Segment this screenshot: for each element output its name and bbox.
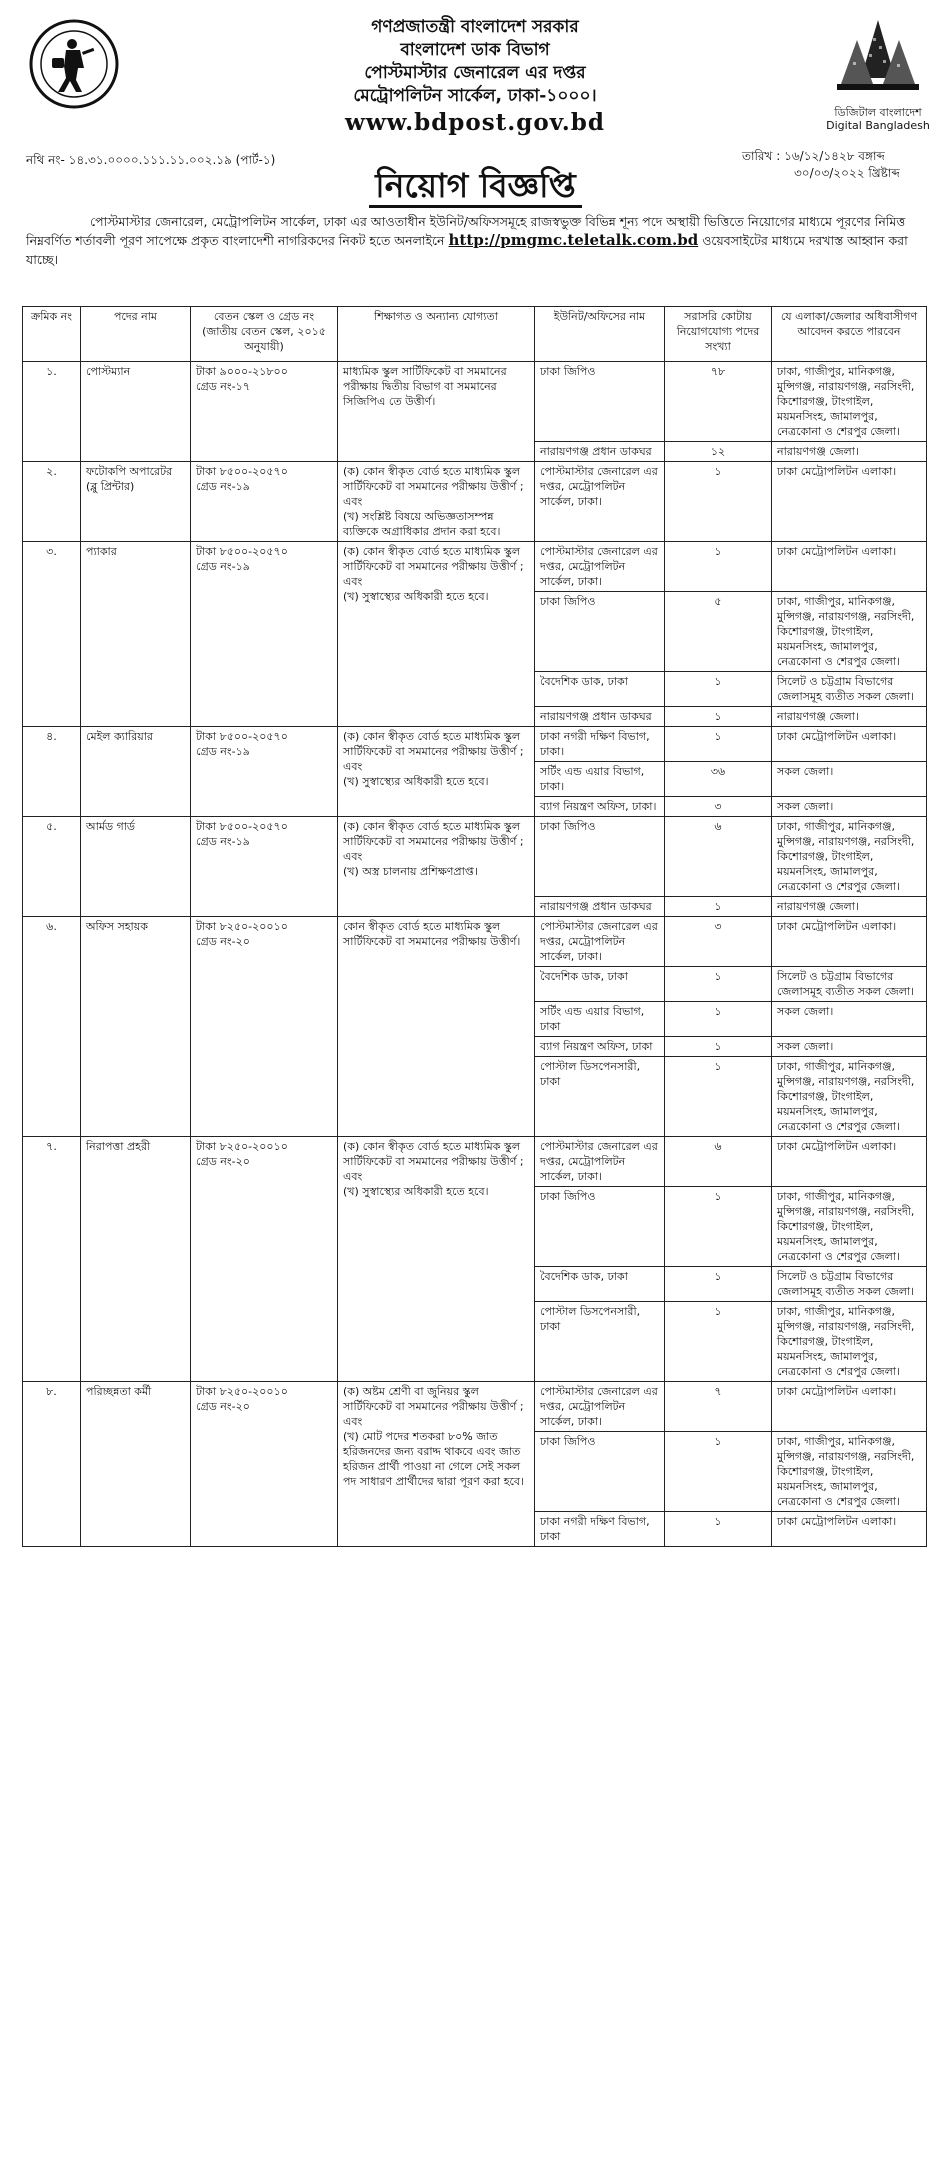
header-serial: ক্রমিক নং — [23, 307, 81, 362]
eligible-area-cell: সকল জেলা। — [772, 762, 927, 797]
notice-title: নিয়োগ বিজ্ঞপ্তি — [369, 166, 581, 208]
post-count-cell: ১ — [665, 1432, 772, 1512]
serial-cell: ৪. — [23, 727, 81, 817]
post-count-cell: ১২ — [665, 442, 772, 462]
post-name-cell: পরিচ্ছন্নতা কর্মী — [81, 1382, 191, 1547]
bangladesh-post-logo — [28, 18, 120, 110]
intro-text: পোস্টমাস্টার জেনারেল, মেট্রোপলিটন সার্কেল, ঢাকা এর আওতাধীন ইউনিট/অফিসসমূহে রাজস্বভুক্ত বিভিন্ন শূন্য পদে অস্থায়ী ভিত্তিতে নিয়োগের মাধ্যমে পূরণের নিমিত্ত নিম্নবর্ণিত শর্তাবলী পূরণ সাপেক্ষে প্রকৃত বাংলাদেশী নাগরিকদের নিকট হতে অনলাইনে — [26, 214, 906, 248]
eligible-area-cell: ঢাকা মেট্রোপলিটন এলাকা। — [772, 1382, 927, 1432]
post-count-cell: ৭৮ — [665, 362, 772, 442]
eligible-area-cell: সিলেট ও চট্টগ্রাম বিভাগের জেলাসমূহ ব্যতীত সকল জেলা। — [772, 1267, 927, 1302]
website-text: www.bdpost.gov.bd — [345, 109, 605, 136]
unit-cell: ব্যাগ নিয়ন্ত্রণ অফিস, ঢাকা। — [535, 797, 665, 817]
eligible-area-cell: ঢাকা, গাজীপুর, মানিকগঞ্জ, মুন্সিগঞ্জ, নারায়ণগঞ্জ, নরসিংদী, কিশোরগঞ্জ, টাংগাইল, ময়মনসিংহ, জামালপুর, নেত্রকোনা ও শেরপুর জেলা। — [772, 1302, 927, 1382]
digital-bangladesh-caption-bn: ডিজিটাল বাংলাদেশ — [834, 106, 922, 119]
unit-cell: পোস্টাল ডিসপেনসারী, ঢাকা — [535, 1057, 665, 1137]
post-count-cell: ১ — [665, 707, 772, 727]
office-header — [230, 16, 720, 138]
post-count-cell: ৬ — [665, 817, 772, 897]
post-count-cell: ১ — [665, 967, 772, 1002]
unit-cell: পোস্টমাস্টার জেনারেল এর দপ্তর, মেট্রোপলিটন সার্কেল, ঢাকা। — [535, 917, 665, 967]
serial-cell: ৩. — [23, 542, 81, 727]
post-count-cell: ৩ — [665, 797, 772, 817]
post-count-cell: ১ — [665, 1302, 772, 1382]
unit-cell: সর্টিং এন্ড এয়ার বিভাগ, ঢাকা। — [535, 762, 665, 797]
eligible-area-cell: নারায়ণগঞ্জ জেলা। — [772, 897, 927, 917]
unit-cell: ঢাকা জিপিও — [535, 1432, 665, 1512]
intro-text-end: ওয়েবসাইটের মাধ্যমে দরখাস্ত আহ্বান করা যাচ্ছে। — [26, 233, 908, 267]
eligible-area-cell: নারায়ণগঞ্জ জেলা। — [772, 442, 927, 462]
unit-cell: পোস্টমাস্টার জেনারেল এর দপ্তর, মেট্রোপলিটন সার্কেল, ঢাকা। — [535, 542, 665, 592]
unit-cell: ঢাকা জিপিও — [535, 592, 665, 672]
post-count-cell: ৫ — [665, 592, 772, 672]
post-count-cell: ১ — [665, 1512, 772, 1547]
unit-cell: সর্টিং এন্ড এয়ার বিভাগ, ঢাকা — [535, 1002, 665, 1037]
unit-cell: বৈদেশিক ডাক, ঢাকা — [535, 1267, 665, 1302]
table-row — [23, 917, 927, 967]
vacancy-table-body — [23, 362, 927, 1547]
header-scale: বেতন স্কেল ও গ্রেড নং (জাতীয় বেতন স্কেল, ২০১৫ অনুযায়ী) — [191, 307, 338, 362]
table-header-row — [23, 307, 927, 362]
unit-cell: পোস্টমাস্টার জেনারেল এর দপ্তর, মেট্রোপলিটন সার্কেল, ঢাকা। — [535, 462, 665, 542]
table-row — [23, 1137, 927, 1187]
header-post: পদের নাম — [81, 307, 191, 362]
post-count-cell: ১ — [665, 897, 772, 917]
eligible-area-cell: ঢাকা মেট্রোপলিটন এলাকা। — [772, 462, 927, 542]
header-count: সরাসরি কোটায় নিয়োগযোগ্য পদের সংখ্যা — [665, 307, 772, 362]
post-count-cell: ১ — [665, 727, 772, 762]
qualification-cell: (ক) কোন স্বীকৃত বোর্ড হতে মাধ্যমিক স্কুল সার্টিফিকেট বা সমমানের পরীক্ষায় উত্তীর্ণ ; এবং (খ) সুস্বাস্থ্যের অধিকারী হতে হবে। — [338, 542, 535, 727]
post-count-cell: ১ — [665, 462, 772, 542]
post-name-cell: প্যাকার — [81, 542, 191, 727]
qualification-cell: (ক) অষ্টম শ্রেণী বা জুনিয়র স্কুল সার্টিফিকেট বা সমমানের পরীক্ষায় উত্তীর্ণ ; এবং (খ) মোট পদের শতকরা ৮০% জাত হরিজনদের জন্য বরাদ্দ থাকবে এবং জাত হরিজন প্রার্থী পাওয়া না গেলে সেই সকল পদ সাধারণ প্রার্থীদের দ্বারা পূরণ করা হবে। — [338, 1382, 535, 1547]
post-name-cell: নিরাপত্তা প্রহরী — [81, 1137, 191, 1382]
header-unit: ইউনিট/অফিসের নাম — [535, 307, 665, 362]
serial-cell: ৬. — [23, 917, 81, 1137]
eligible-area-cell: ঢাকা, গাজীপুর, মানিকগঞ্জ, মুন্সিগঞ্জ, নারায়ণগঞ্জ, নরসিংদী, কিশোরগঞ্জ, টাংগাইল, ময়মনসিংহ, জামালপুর, নেত্রকোনা ও শেরপুর জেলা। — [772, 1187, 927, 1267]
post-name-cell: মেইল ক্যারিয়ার — [81, 727, 191, 817]
application-website-link[interactable]: http://pmgmc.teletalk.com.bd — [448, 231, 699, 249]
pay-scale-cell: টাকা ৮২৫০-২০০১০ গ্রেড নং-২০ — [191, 1137, 338, 1382]
pay-scale-cell: টাকা ৮৫০০-২০৫৭০ গ্রেড নং-১৯ — [191, 462, 338, 542]
date-gregorian: ৩০/০৩/২০২২ খ্রিষ্টাব্দ — [794, 166, 900, 180]
serial-cell: ৮. — [23, 1382, 81, 1547]
unit-cell: ঢাকা জিপিও — [535, 362, 665, 442]
qualification-cell: (ক) কোন স্বীকৃত বোর্ড হতে মাধ্যমিক স্কুল সার্টিফিকেট বা সমমানের পরীক্ষায় উত্তীর্ণ ; এবং (খ) অস্ত্র চালনায় প্রশিক্ষণপ্রাপ্ত। — [338, 817, 535, 917]
header-qualification: শিক্ষাগত ও অন্যান্য যোগ্যতা — [338, 307, 535, 362]
digital-bangladesh-logo — [818, 18, 938, 138]
post-name-cell: আর্মড গার্ড — [81, 817, 191, 917]
eligible-area-cell: ঢাকা মেট্রোপলিটন এলাকা। — [772, 917, 927, 967]
post-count-cell: ১ — [665, 1187, 772, 1267]
post-name-cell: ফটোকপি অপারেটর (ব্লু প্রিন্টার) — [81, 462, 191, 542]
intro-paragraph — [26, 212, 926, 269]
post-count-cell: ৬ — [665, 1137, 772, 1187]
eligible-area-cell: সিলেট ও চট্টগ্রাম বিভাগের জেলাসমূহ ব্যতীত সকল জেলা। — [772, 967, 927, 1002]
pay-scale-cell: টাকা ৮৫০০-২০৫৭০ গ্রেড নং-১৯ — [191, 727, 338, 817]
eligible-area-cell: সিলেট ও চট্টগ্রাম বিভাগের জেলাসমূহ ব্যতীত সকল জেলা। — [772, 672, 927, 707]
unit-cell: ঢাকা নগরী দক্ষিণ বিভাগ, ঢাকা। — [535, 727, 665, 762]
table-row — [23, 727, 927, 762]
header-line-4: মেট্রোপলিটন সার্কেল, ঢাকা-১০০০। — [353, 86, 597, 106]
post-count-cell: ১ — [665, 1037, 772, 1057]
pay-scale-cell: টাকা ৮৫০০-২০৫৭০ গ্রেড নং-১৯ — [191, 817, 338, 917]
serial-cell: ১. — [23, 362, 81, 462]
eligible-area-cell: ঢাকা মেট্রোপলিটন এলাকা। — [772, 727, 927, 762]
eligible-area-cell: ঢাকা, গাজীপুর, মানিকগঞ্জ, মুন্সিগঞ্জ, নারায়ণগঞ্জ, নরসিংদী, কিশোরগঞ্জ, টাংগাইল, ময়মনসিংহ, জামালপুর, নেত্রকোনা ও শেরপুর জেলা। — [772, 362, 927, 442]
eligible-area-cell: সকল জেলা। — [772, 1002, 927, 1037]
eligible-area-cell: ঢাকা মেট্রোপলিটন এলাকা। — [772, 542, 927, 592]
post-count-cell: ৩ — [665, 917, 772, 967]
unit-cell: ঢাকা জিপিও — [535, 1187, 665, 1267]
header-line-3: পোস্টমাস্টার জেনারেল এর দপ্তর — [364, 63, 586, 83]
eligible-area-cell: সকল জেলা। — [772, 797, 927, 817]
qualification-cell: মাধ্যমিক স্কুল সার্টিফিকেট বা সমমানের পরীক্ষায় দ্বিতীয় বিভাগ বা সমমানের সিজিপিএ তে উত্তীর্ণ। — [338, 362, 535, 462]
qualification-cell: (ক) কোন স্বীকৃত বোর্ড হতে মাধ্যমিক স্কুল সার্টিফিকেট বা সমমানের পরীক্ষায় উত্তীর্ণ ; এবং (খ) সংশ্লিষ্ট বিষয়ে অভিজ্ঞতাসম্পন্ন ব্যক্তিকে অগ্রাধিকার প্রদান করা হবে। — [338, 462, 535, 542]
post-count-cell: ১ — [665, 1002, 772, 1037]
serial-cell: ৫. — [23, 817, 81, 917]
header-eligible-area: যে এলাকা/জেলার অধিবাসীগণ আবেদন করতে পারবেন — [772, 307, 927, 362]
eligible-area-cell: নারায়ণগঞ্জ জেলা। — [772, 707, 927, 727]
post-count-cell: ৭ — [665, 1382, 772, 1432]
digital-bangladesh-caption-en: Digital Bangladesh — [826, 119, 930, 132]
unit-cell: পোস্টাল ডিসপেনসারী, ঢাকা — [535, 1302, 665, 1382]
unit-cell: ব্যাগ নিয়ন্ত্রণ অফিস, ঢাকা — [535, 1037, 665, 1057]
pay-scale-cell: টাকা ৮৫০০-২০৫৭০ গ্রেড নং-১৯ — [191, 542, 338, 727]
unit-cell: ঢাকা নগরী দক্ষিণ বিভাগ, ঢাকা — [535, 1512, 665, 1547]
post-count-cell: ১ — [665, 1057, 772, 1137]
qualification-cell: কোন স্বীকৃত বোর্ড হতে মাধ্যমিক স্কুল সার্টিফিকেট বা সমমানের পরীক্ষায় উত্তীর্ণ। — [338, 917, 535, 1137]
unit-cell: ঢাকা জিপিও — [535, 817, 665, 897]
table-row — [23, 542, 927, 592]
pay-scale-cell: টাকা ৮২৫০-২০০১০ গ্রেড নং-২০ — [191, 917, 338, 1137]
unit-cell: পোস্টমাস্টার জেনারেল এর দপ্তর, মেট্রোপলিটন সার্কেল, ঢাকা। — [535, 1382, 665, 1432]
unit-cell: নারায়ণগঞ্জ প্রধান ডাকঘর — [535, 897, 665, 917]
memo-number: নথি নং- ১৪.৩১.০০০০.১১১.১১.০০২.১৯ (পার্ট-১) — [26, 153, 276, 167]
unit-cell: পোস্টমাস্টার জেনারেল এর দপ্তর, মেট্রোপলিটন সার্কেল, ঢাকা। — [535, 1137, 665, 1187]
header-line-1: গণপ্রজাতন্ত্রী বাংলাদেশ সরকার — [371, 17, 579, 37]
pay-scale-cell: টাকা ৯০০০-২১৮০০ গ্রেড নং-১৭ — [191, 362, 338, 462]
table-row — [23, 462, 927, 542]
post-count-cell: ১ — [665, 542, 772, 592]
date-bangla: তারিখ : ১৬/১২/১৪২৮ বঙ্গাব্দ — [742, 149, 885, 163]
post-name-cell: পোস্টম্যান — [81, 362, 191, 462]
post-count-cell: ১ — [665, 672, 772, 707]
eligible-area-cell: ঢাকা, গাজীপুর, মানিকগঞ্জ, মুন্সিগঞ্জ, নারায়ণগঞ্জ, নরসিংদী, কিশোরগঞ্জ, টাংগাইল, ময়মনসিংহ, জামালপুর, নেত্রকোনা ও শেরপুর জেলা। — [772, 817, 927, 897]
unit-cell: বৈদেশিক ডাক, ঢাকা — [535, 672, 665, 707]
header-line-2: বাংলাদেশ ডাক বিভাগ — [400, 40, 550, 60]
unit-cell: বৈদেশিক ডাক, ঢাকা — [535, 967, 665, 1002]
table-row — [23, 817, 927, 897]
unit-cell: নারায়ণগঞ্জ প্রধান ডাকঘর — [535, 707, 665, 727]
notice-title-wrap — [0, 160, 951, 216]
qualification-cell: (ক) কোন স্বীকৃত বোর্ড হতে মাধ্যমিক স্কুল সার্টিফিকেট বা সমমানের পরীক্ষায় উত্তীর্ণ ; এবং (খ) সুস্বাস্থ্যের অধিকারী হতে হবে। — [338, 1137, 535, 1382]
eligible-area-cell: ঢাকা মেট্রোপলিটন এলাকা। — [772, 1512, 927, 1547]
vacancy-table — [22, 306, 927, 1547]
qualification-cell: (ক) কোন স্বীকৃত বোর্ড হতে মাধ্যমিক স্কুল সার্টিফিকেট বা সমমানের পরীক্ষায় উত্তীর্ণ ; এবং (খ) সুস্বাস্থ্যের অধিকারী হতে হবে। — [338, 727, 535, 817]
post-count-cell: ১ — [665, 1267, 772, 1302]
eligible-area-cell: ঢাকা, গাজীপুর, মানিকগঞ্জ, মুন্সিগঞ্জ, নারায়ণগঞ্জ, নরসিংদী, কিশোরগঞ্জ, টাংগাইল, ময়মনসিংহ, জামালপুর, নেত্রকোনা ও শেরপুর জেলা। — [772, 1432, 927, 1512]
eligible-area-cell: ঢাকা মেট্রোপলিটন এলাকা। — [772, 1137, 927, 1187]
post-count-cell: ৩৬ — [665, 762, 772, 797]
unit-cell: নারায়ণগঞ্জ প্রধান ডাকঘর — [535, 442, 665, 462]
eligible-area-cell: সকল জেলা। — [772, 1037, 927, 1057]
eligible-area-cell: ঢাকা, গাজীপুর, মানিকগঞ্জ, মুন্সিগঞ্জ, নারায়ণগঞ্জ, নরসিংদী, কিশোরগঞ্জ, টাংগাইল, ময়মনসিংহ, জামালপুর, নেত্রকোনা ও শেরপুর জেলা। — [772, 1057, 927, 1137]
table-row — [23, 1382, 927, 1432]
post-name-cell: অফিস সহায়ক — [81, 917, 191, 1137]
serial-cell: ৭. — [23, 1137, 81, 1382]
eligible-area-cell: ঢাকা, গাজীপুর, মানিকগঞ্জ, মুন্সিগঞ্জ, নারায়ণগঞ্জ, নরসিংদী, কিশোরগঞ্জ, টাংগাইল, ময়মনসিংহ, জামালপুর, নেত্রকোনা ও শেরপুর জেলা। — [772, 592, 927, 672]
serial-cell: ২. — [23, 462, 81, 542]
pay-scale-cell: টাকা ৮২৫০-২০০১০ গ্রেড নং-২০ — [191, 1382, 338, 1547]
table-row — [23, 362, 927, 442]
